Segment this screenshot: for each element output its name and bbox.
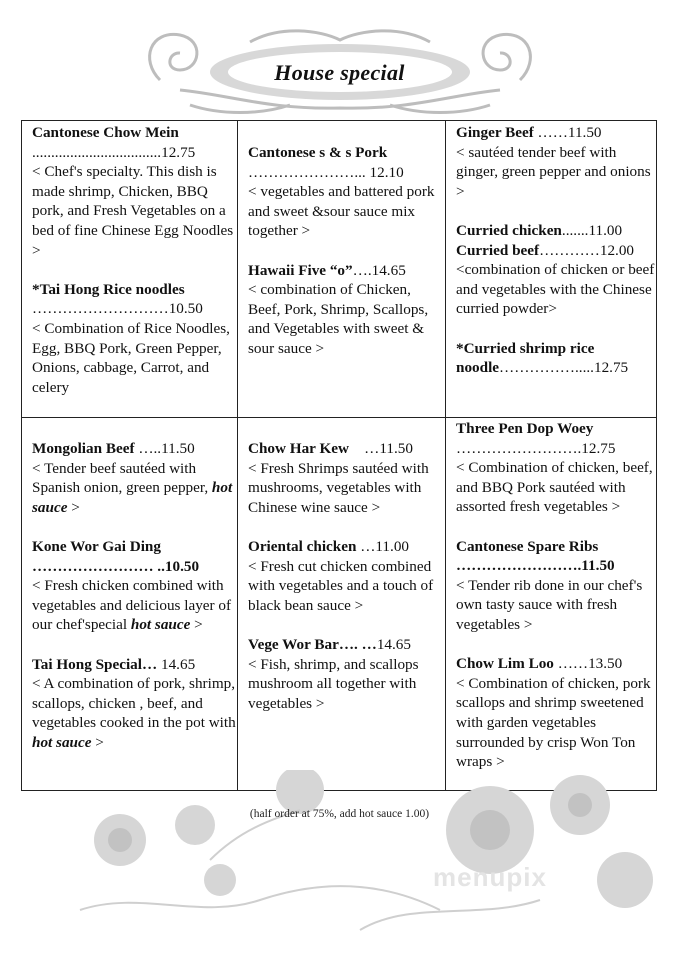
- item-price: …………………….11.50: [456, 557, 615, 575]
- floral-decoration: [60, 770, 660, 955]
- item-description: < Chef's specialty. This dish is made shrimp, Chicken, BBQ pork, and Fresh Vegetables on a bed of fine Chinese Egg Noodles >: [32, 163, 234, 259]
- menu-item: [32, 439, 237, 517]
- menu-item: [456, 123, 658, 201]
- item-name: Cantonese s & s Pork: [248, 144, 388, 161]
- item-description: < Combination of chicken, pork scallops and shrimp sweetened with garden vegetables surrounded by crisp Won Ton wraps >: [456, 674, 651, 771]
- item-description: < vegetables and battered pork and sweet &sour sauce mix together >: [248, 183, 435, 240]
- item-price: ……11.50: [533, 124, 602, 141]
- item-price: …………………… ..10.50: [32, 557, 200, 575]
- item-description: < Fresh cut chicken combined with vegetables and a touch of black bean sauce >: [248, 557, 434, 614]
- item-name: Vege Wor Bar…. …: [248, 635, 377, 653]
- menu-cell-col1-bottom: [22, 437, 237, 753]
- item-price: ………………………10.50: [32, 300, 203, 318]
- item-name: Oriental chicken: [248, 537, 357, 555]
- item-name: *Curried shrimp rice noodle: [456, 339, 595, 377]
- menu-item: [456, 419, 658, 517]
- menu-item: [248, 261, 445, 359]
- menu-item: [32, 280, 237, 398]
- item-name: Mongolian Beef: [32, 440, 135, 457]
- footer-note: (half order at 75%, add hot sauce 1.00): [249, 808, 430, 820]
- item-description: < Fresh chicken combined with vegetables and delicious layer of our chef'special hot sauce >: [32, 577, 232, 634]
- menu-item: [248, 635, 445, 713]
- menu-item: [456, 221, 658, 241]
- menu-item: [32, 123, 237, 260]
- item-price: .......11.00: [561, 221, 623, 239]
- item-price: ……13.50: [553, 655, 623, 673]
- item-name: Chow Har Kew: [248, 440, 349, 457]
- item-description: < sautéed tender beef with ginger, green pepper and onions >: [456, 143, 651, 200]
- item-name: Ginger Beef: [456, 124, 534, 141]
- item-name: Curried chicken: [456, 221, 562, 239]
- hot-sauce-label: hot sauce: [130, 616, 191, 634]
- menu-cell-col2-top: [238, 141, 445, 359]
- item-description: < Tender beef sautéed with Spanish onion, green pepper, hot sauce >: [32, 459, 233, 516]
- item-description: < A combination of pork, shrimp, scallops, chicken , beef, and vegetables cooked in the pot with hot sauce >: [32, 675, 236, 751]
- item-description: < Combination of Rice Noodles, Egg, BBQ Pork, Green Pepper, Onions, cabbage, Carrot, and celery: [32, 319, 230, 396]
- menu-cell-col2-bottom: [238, 437, 445, 713]
- item-name: Kone Wor Gai Ding: [32, 537, 161, 555]
- menu-item: [248, 143, 445, 241]
- menu-cell-col3-bottom: [446, 417, 658, 772]
- menu-item: [32, 537, 237, 635]
- item-price: …..11.50: [134, 440, 195, 457]
- menu-item: [456, 537, 658, 635]
- menu-cell-col3-top: [446, 121, 658, 378]
- menu-item: [456, 654, 658, 772]
- watermark: menupix: [433, 862, 547, 892]
- item-name: *Tai Hong Rice noodles: [32, 280, 185, 298]
- menu-item: [456, 241, 658, 319]
- menu-item: [248, 439, 445, 517]
- menu-table: [21, 120, 657, 791]
- item-price: …11.00: [356, 537, 410, 555]
- item-name: Curried beef: [456, 241, 540, 259]
- hot-sauce-label: hot sauce: [32, 479, 233, 516]
- menu-item: [248, 537, 445, 615]
- item-price: …………………….12.75: [456, 439, 616, 457]
- item-price: ..................................12.75: [32, 143, 196, 161]
- item-price: 14.65: [157, 655, 196, 673]
- menu-cell-col1-top: [22, 121, 237, 397]
- item-price: …………………... 12.10: [248, 163, 404, 181]
- menu-item: [456, 339, 658, 378]
- item-name: Hawaii Five “o”: [248, 261, 353, 279]
- item-price: …………….....12.75: [499, 359, 629, 377]
- item-price: …………12.00: [539, 241, 635, 259]
- item-name: Chow Lim Loo: [456, 655, 554, 673]
- item-description: <combination of chicken or beef and vegetables with the Chinese curried powder>: [456, 261, 655, 318]
- item-price: ….14.65: [352, 261, 406, 279]
- item-description: < Fresh Shrimps sautéed with mushrooms, vegetables with Chinese wine sauce >: [248, 459, 429, 516]
- item-name: Three Pen Dop Woey: [456, 420, 594, 437]
- item-description: < Combination of chicken, beef, and BBQ Pork sautéed with assorted fresh vegetables >: [456, 459, 653, 516]
- item-description: < Fish, shrimp, and scallops mushroom all together with vegetables >: [248, 655, 419, 712]
- item-name: Tai Hong Special…: [32, 655, 158, 673]
- page-title: House special: [274, 60, 405, 85]
- item-name: Cantonese Spare Ribs: [456, 537, 599, 555]
- item-price: 14.65: [376, 635, 411, 653]
- item-description: < combination of Chicken, Beef, Pork, Shrimp, Scallops, and Vegetables with sweet & sour sauce >: [248, 281, 429, 357]
- hot-sauce-label: hot sauce: [32, 733, 92, 751]
- item-price: …11.50: [348, 440, 413, 457]
- menu-item: [32, 655, 237, 753]
- item-name: Cantonese Chow Mein: [32, 124, 179, 141]
- item-description: < Tender rib done in our chef's own tasty sauce with fresh vegetables >: [456, 576, 643, 633]
